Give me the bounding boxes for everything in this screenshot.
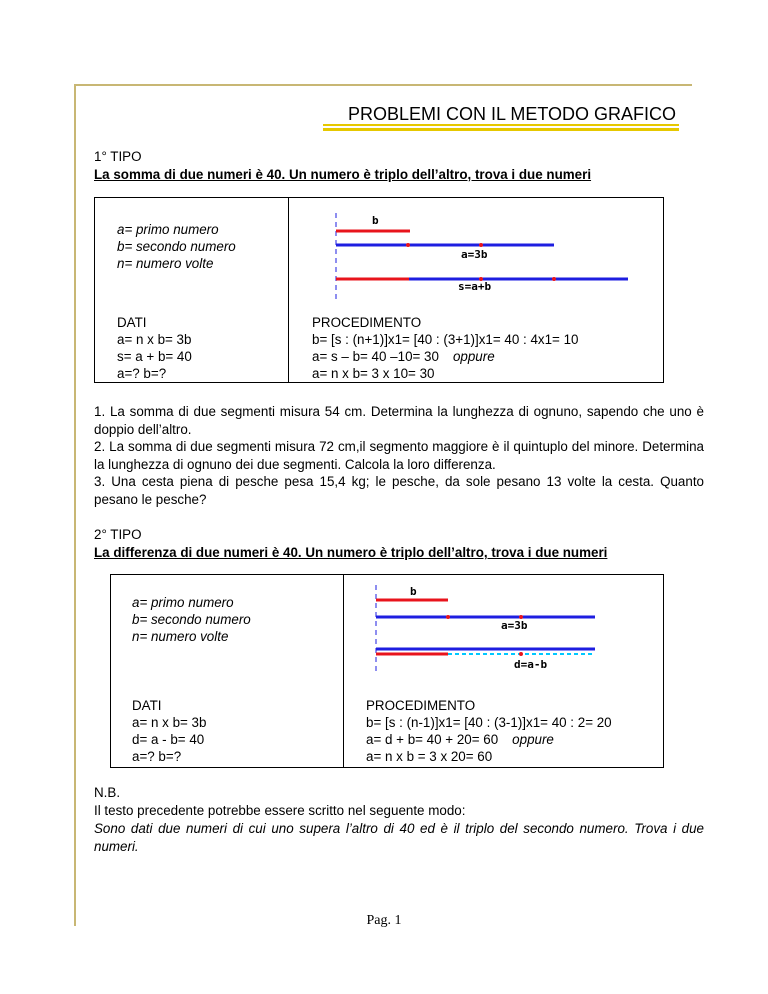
oppure-label: oppure: [512, 732, 554, 747]
dati-line: a= n x b= 3b: [117, 332, 192, 347]
procedimento-line: a= s – b= 40 –10= 30 oppure: [312, 349, 495, 364]
exercise-item: 2. La somma di due segmenti misura 72 cm,il segmento maggiore è il quintuplo del minore. Determina la lunghezza di ognuno dei due segmenti. Calcola la loro differenza.: [94, 439, 704, 472]
tick-mark: [479, 243, 483, 247]
procedimento-heading: PROCEDIMENTO: [312, 315, 422, 330]
dati-line: d= a - b= 40: [132, 732, 205, 747]
dati-line: a=? b=?: [132, 749, 182, 764]
procedimento-line: a= n x b = 3 x 20= 60: [366, 749, 493, 764]
procedimento-heading: PROCEDIMENTO: [366, 698, 476, 713]
label-d: d=a-b: [514, 658, 548, 671]
legend-n: n= numero volte: [132, 629, 229, 644]
tick-mark: [406, 243, 410, 247]
dati-heading: DATI: [132, 698, 162, 713]
tick-mark: [552, 277, 556, 281]
label-a: a=3b: [501, 619, 528, 632]
exercise-item: 3. Una cesta piena di pesche pesa 15,4 kg; le pesche, da sole pesano 13 volte la cesta. Quanto pesano le pesche?: [94, 474, 704, 507]
table-divider: [343, 575, 344, 767]
label-b: b: [410, 585, 417, 598]
exercise-item: 1. La somma di due segmenti misura 54 cm. Determina la lunghezza di ognuno, sapendo che uno è doppio dell’altro.: [94, 404, 704, 437]
section1-heading: 1° TIPO: [94, 149, 142, 164]
dati-line: a=? b=?: [117, 366, 167, 381]
procedimento-line: a= n x b= 3 x 10= 30: [312, 366, 435, 381]
title-underline-thick: [323, 128, 679, 131]
procedimento-line: b= [s : (n+1)]x1= [40 : (3+1)]x1= 40 : 4x1= 10: [312, 332, 579, 347]
oppure-label: oppure: [452, 349, 495, 364]
dati-heading: DATI: [117, 315, 147, 330]
section2-heading: 2° TIPO: [94, 527, 142, 542]
legend-b: b= secondo numero: [117, 239, 236, 254]
page-number: Pag. 1: [366, 913, 402, 928]
label-s: s=a+b: [458, 280, 492, 293]
legend-n: n= numero volte: [117, 256, 214, 271]
tick-mark: [519, 652, 523, 656]
label-a: a=3b: [461, 248, 488, 261]
nb-line: Il testo precedente potrebbe essere scritto nel seguente modo:: [94, 803, 466, 818]
section1-problem: La somma di due numeri è 40. Un numero è triplo dell’altro, trova i due numeri: [94, 167, 592, 182]
title-underline: [323, 124, 679, 126]
tick-mark: [446, 615, 450, 619]
nb-italic-text: Sono dati due numeri di cui uno supera l’altro di 40 ed è il triplo del secondo numero. Trova i due numeri.: [94, 821, 704, 854]
legend-a: a= primo numero: [117, 222, 219, 237]
label-b: b: [372, 214, 379, 227]
legend-b: b= secondo numero: [132, 612, 251, 627]
page-title: PROBLEMI CON IL METODO GRAFICO: [347, 104, 676, 124]
dati-line: a= n x b= 3b: [132, 715, 207, 730]
table-divider: [288, 198, 289, 382]
page-frame-top: [76, 84, 692, 86]
section1-segment-diagram: [328, 208, 648, 308]
page-frame-left: [74, 84, 76, 926]
legend-a: a= primo numero: [132, 595, 234, 610]
procedimento-line: b= [s : (n-1)]x1= [40 : (3-1)]x1= 40 : 2= 20: [366, 715, 612, 730]
procedimento-line: a= d + b= 40 + 20= 60 oppure: [366, 732, 554, 747]
dati-line: s= a + b= 40: [117, 349, 192, 364]
section2-problem: La differenza di due numeri è 40. Un numero è triplo dell’altro, trova i due numeri: [94, 545, 608, 560]
nb-heading: N.B.: [94, 785, 121, 800]
section2-segment-diagram: [368, 582, 608, 682]
